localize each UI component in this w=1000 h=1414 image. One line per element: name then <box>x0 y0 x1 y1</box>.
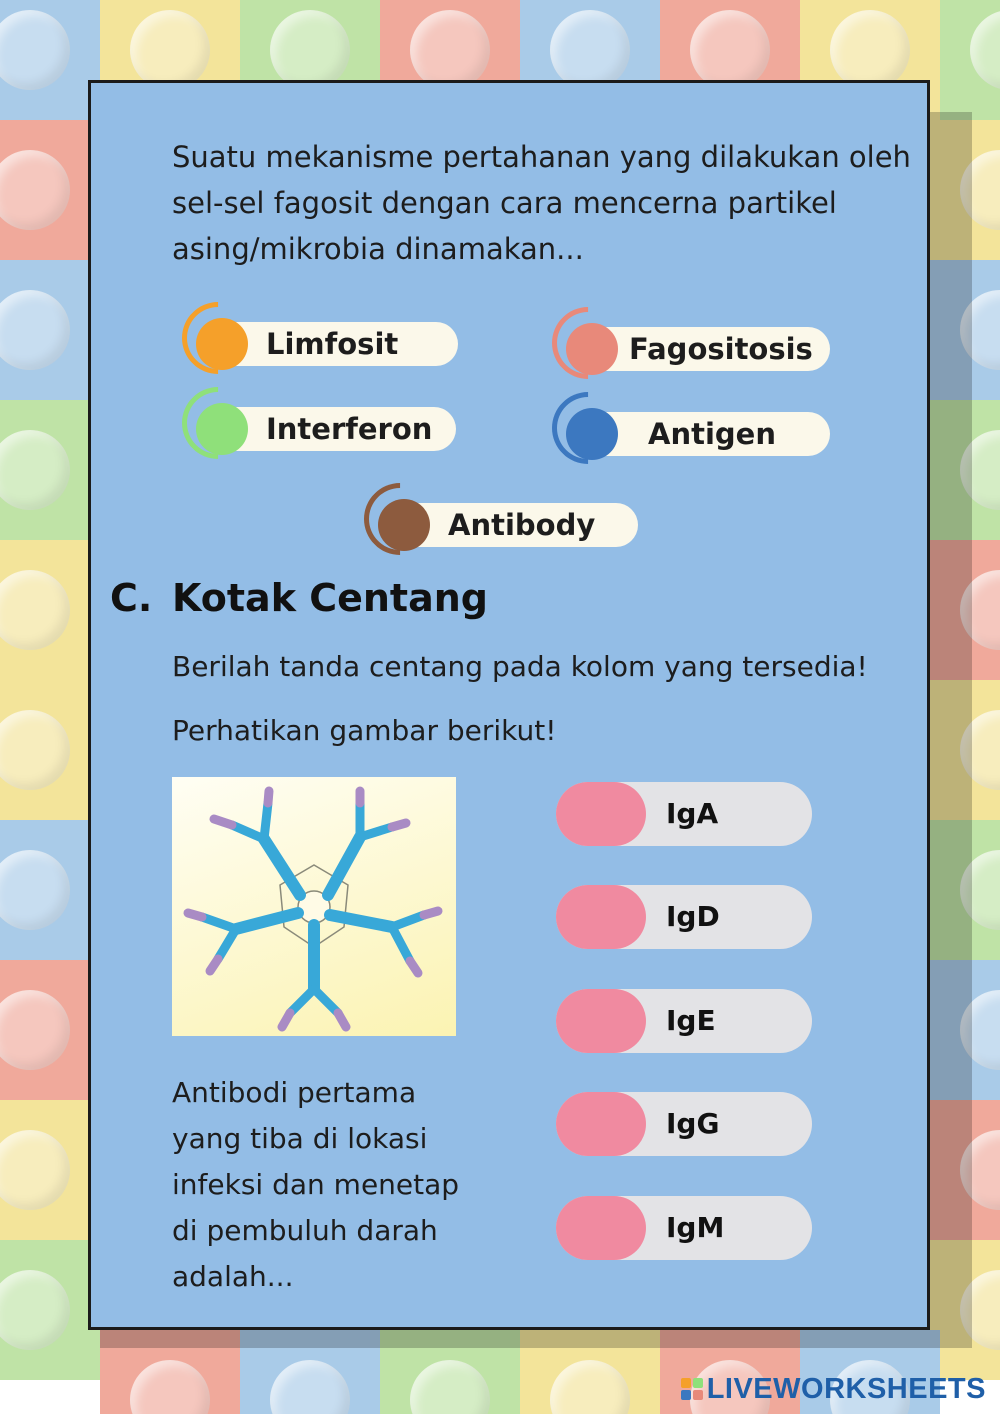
option-dot <box>566 408 618 460</box>
option-dot <box>378 499 430 551</box>
choice-igm[interactable] <box>556 1196 812 1260</box>
section-letter: C. <box>110 576 153 620</box>
choice-label: IgD <box>666 900 720 933</box>
checkbox[interactable] <box>556 1092 646 1156</box>
choice-label: IgG <box>666 1107 720 1140</box>
choice-label: IgA <box>666 797 719 830</box>
choice-iga[interactable] <box>556 782 812 846</box>
antibody-pentamer-illustration <box>172 777 456 1036</box>
choice-ige[interactable] <box>556 989 812 1053</box>
option-fagositosis[interactable] <box>566 327 830 371</box>
option-label: Interferon <box>266 412 433 446</box>
section-instruction: Berilah tanda centang pada kolom yang tersedia! <box>172 650 868 683</box>
checkbox[interactable] <box>556 782 646 846</box>
checkbox[interactable] <box>556 885 646 949</box>
option-label: Antibody <box>448 508 596 542</box>
checkbox[interactable] <box>556 1196 646 1260</box>
antibody-question: Antibodi pertama yang tiba di lokasi infeksi dan menetap di pembuluh darah adalah... <box>172 1076 460 1293</box>
logo-grid-icon <box>681 1378 703 1400</box>
figure-prompt: Perhatikan gambar berikut! <box>172 714 557 747</box>
choice-label: IgM <box>666 1211 725 1244</box>
liveworksheets-logo <box>681 1372 986 1406</box>
option-label: Limfosit <box>266 327 399 361</box>
option-antigen[interactable] <box>566 412 830 456</box>
section-heading <box>110 576 488 620</box>
option-label: Fagositosis <box>629 332 813 366</box>
option-antibody[interactable] <box>378 503 638 547</box>
option-interferon[interactable] <box>196 407 456 451</box>
choice-label: IgE <box>666 1004 716 1037</box>
checkbox[interactable] <box>556 989 646 1053</box>
section-title: Kotak Centang <box>172 576 488 620</box>
option-dot <box>566 323 618 375</box>
option-dot <box>196 318 248 370</box>
brand-name: LIVEWORKSHEETS <box>706 1372 986 1405</box>
option-limfosit[interactable] <box>196 322 458 366</box>
choice-igg[interactable] <box>556 1092 812 1156</box>
option-label: Antigen <box>648 417 776 451</box>
option-dot <box>196 403 248 455</box>
question-text: Suatu mekanisme pertahanan yang dilakukan oleh sel-sel fagosit dengan cara mencerna partikel asing/mikrobia dinamakan... <box>172 140 911 266</box>
choice-igd[interactable] <box>556 885 812 949</box>
igm-pentamer-image <box>172 777 456 1036</box>
